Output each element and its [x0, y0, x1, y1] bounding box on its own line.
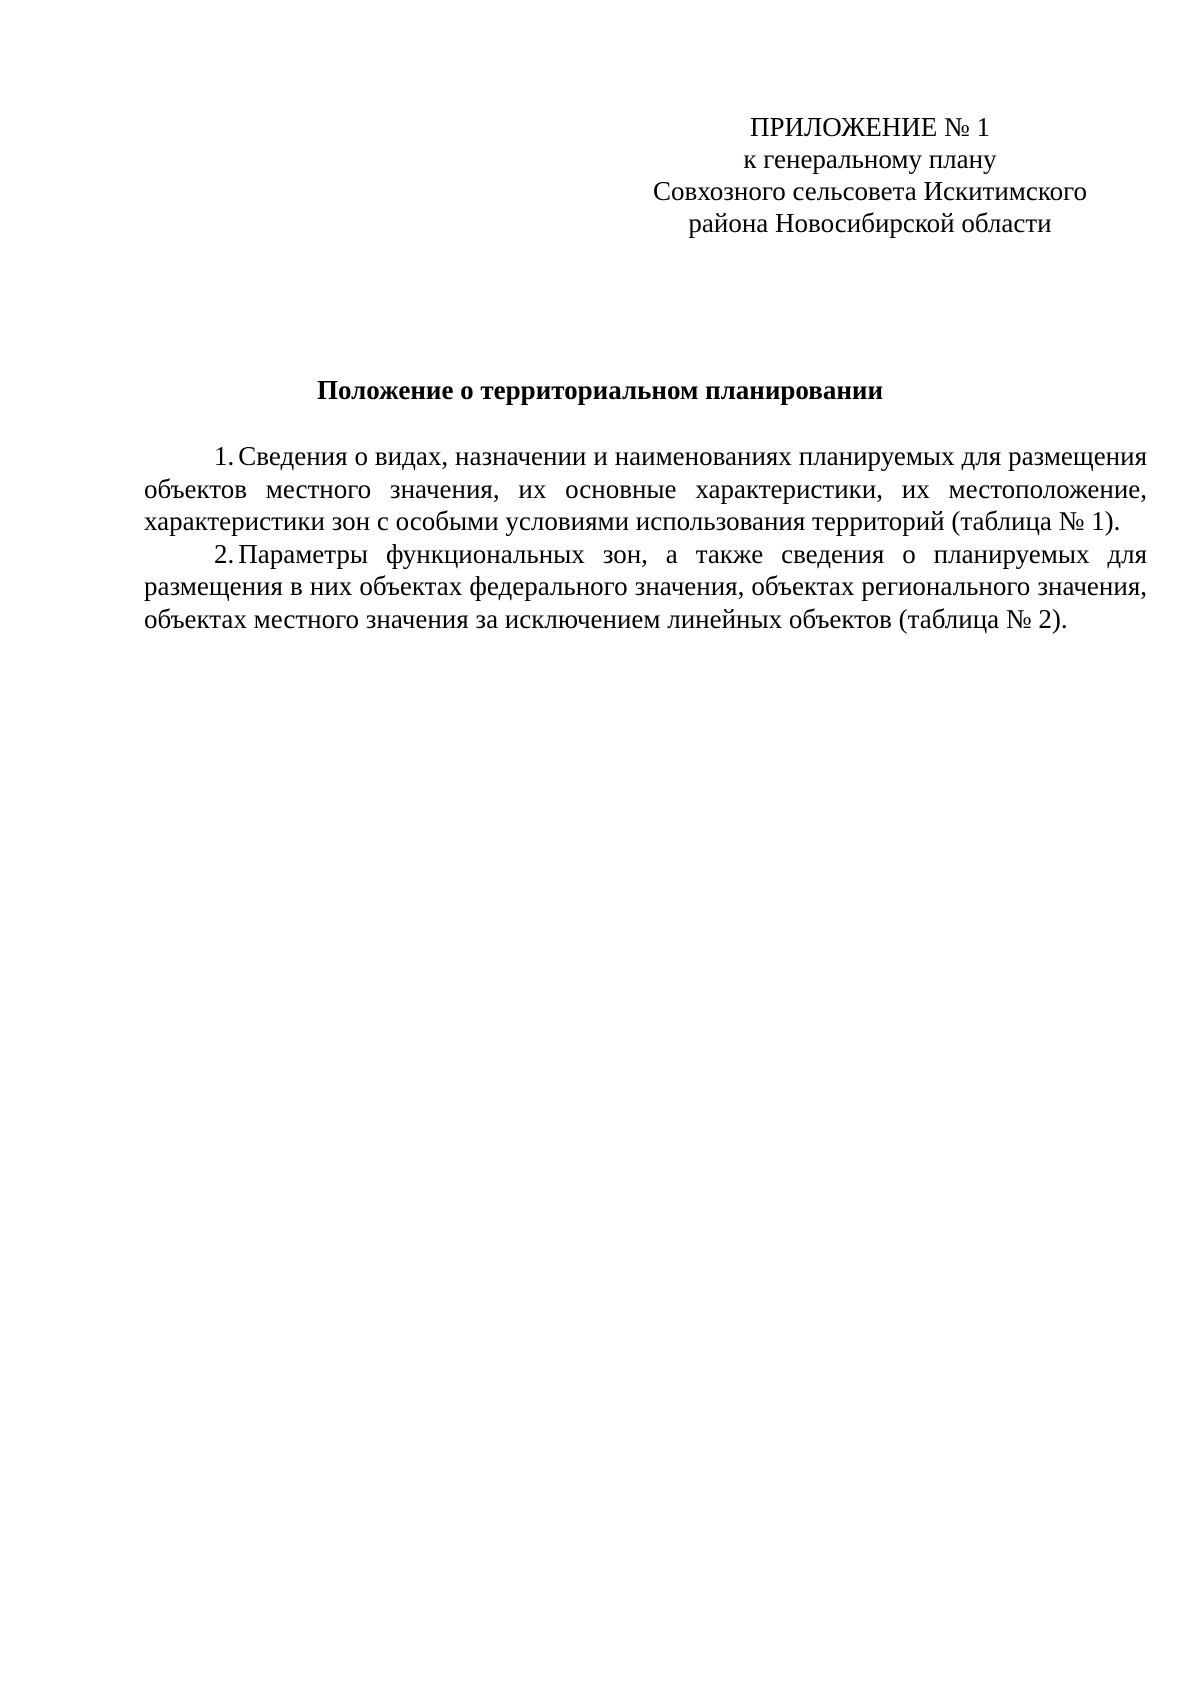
document-body	[144, 440, 1147, 635]
appendix-number: ПРИЛОЖЕНИЕ № 1	[749, 112, 991, 142]
list-item-number: 2.	[214, 538, 235, 569]
list-item	[144, 538, 1147, 636]
appendix-organization: Совхозного сельсовета Искитимского	[652, 176, 1088, 206]
appendix-header	[630, 111, 1110, 239]
list-item-number: 1.	[214, 441, 235, 471]
list-item-text: Сведения о видах, назначении и наименованиях планируемых для размещения объектов местного значения, их основные характеристики, их местоположение, характеристики зон с особыми условиями использования территорий (таблица № 1).	[144, 441, 1147, 536]
list-item-text: Параметры функциональных зон, а также сведения о планируемых для размещения в них объектах федерального значения, объектах регионального значения, объектах местного значения за исключением линейных объектов (таблица № 2).	[144, 538, 1147, 634]
appendix-region: района Новосибирской области	[688, 208, 1052, 238]
list-item	[144, 440, 1147, 538]
appendix-subtitle: к генеральному плану	[743, 144, 997, 174]
document-title: Положение о территориальном планировании	[317, 375, 883, 405]
